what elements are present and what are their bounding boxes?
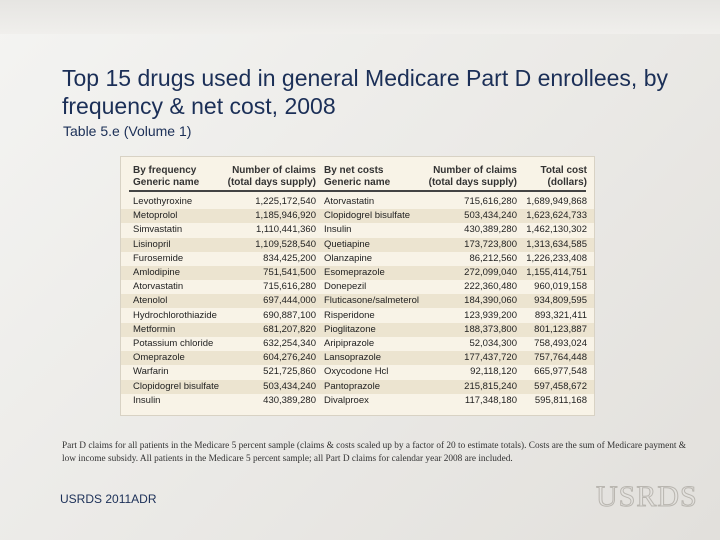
header-freq-name-line2: Generic name [133,177,200,188]
cell-freq-claims: 521,725,860 [263,366,316,378]
cell-freq-name: Atorvastatin [133,281,184,293]
cell-cost-claims: 92,118,120 [470,366,517,378]
cell-cost-name: Donepezil [324,281,367,293]
footer-source: USRDS 2011ADR [60,492,157,506]
cell-total-cost: 665,977,548 [534,366,587,378]
header-rule [129,190,586,192]
cell-cost-name: Lansoprazole [324,352,382,364]
table-row [121,238,594,252]
cell-freq-name: Potassium chloride [133,338,214,349]
cell-cost-name: Aripiprazole [324,338,375,349]
cell-freq-name: Warfarin [133,366,169,378]
cell-freq-name: Simvastatin [133,224,183,236]
cell-cost-name: Esomeprazole [324,267,385,278]
cell-cost-claims: 52,034,300 [469,338,517,349]
cell-freq-claims: 632,254,340 [263,338,316,349]
header-cost-name-line1: By net costs [324,165,384,176]
usrds-logo: USRDS [596,480,698,513]
header-total-cost-line1: Total cost [540,165,587,176]
table-row [121,223,594,237]
cell-total-cost: 1,155,414,751 [526,267,587,278]
header-freq-claims-line2: (total days supply) [227,177,316,188]
cell-total-cost: 1,226,233,408 [526,252,587,264]
cell-cost-name: Insulin [324,224,352,236]
table-row [121,365,594,379]
table-row [121,209,594,223]
cell-freq-name: Clopidogrel bisulfate [133,380,220,392]
table-header [121,157,594,191]
cell-cost-claims: 715,616,280 [464,196,517,207]
cell-freq-name: Atenolol [133,295,168,307]
table-row [121,195,594,209]
cell-freq-claims: 715,616,280 [263,281,316,293]
cell-freq-claims: 1,185,946,920 [255,210,316,222]
cell-total-cost: 595,811,168 [534,394,587,406]
cell-cost-name: Clopidogrel bisulfate [324,210,411,222]
cell-freq-name: Furosemide [133,252,184,264]
cell-cost-name: Pantoprazole [324,380,380,392]
table-row [121,351,594,365]
cell-cost-name: Atorvastatin [324,196,375,207]
cell-cost-claims: 117,348,180 [464,394,517,406]
cell-freq-name: Hydrochlorothiazide [133,309,217,321]
header-freq-claims-line1: Number of claims [232,165,316,176]
cell-cost-claims: 503,434,240 [464,210,517,222]
header-stripe [0,0,720,34]
cell-cost-name: Pioglitazone [324,323,376,335]
cell-cost-name: Olanzapine [324,252,373,264]
cell-freq-claims: 1,110,441,360 [255,224,316,236]
cell-freq-claims: 834,425,200 [263,252,316,264]
cell-total-cost: 757,764,448 [534,352,587,364]
cell-freq-claims: 503,434,240 [263,380,316,392]
cell-freq-claims: 1,109,528,540 [255,238,316,250]
cell-freq-claims: 430,389,280 [263,394,316,406]
cell-total-cost: 934,809,595 [534,295,587,307]
cell-cost-claims: 215,815,240 [464,380,517,392]
cell-freq-claims: 697,444,000 [263,295,316,307]
table-row [121,252,594,266]
cell-freq-claims: 604,276,240 [263,352,316,364]
table-row [121,337,594,351]
header-cost-claims-line2: (total days supply) [428,177,517,188]
cell-cost-name: Oxycodone Hcl [324,366,389,378]
cell-freq-name: Lisinopril [133,238,171,250]
cell-cost-claims: 86,212,560 [469,252,517,264]
cell-cost-claims: 430,389,280 [464,224,517,236]
cell-cost-claims: 173,723,800 [464,238,517,250]
cell-total-cost: 1,689,949,868 [526,196,587,207]
cell-freq-claims: 681,207,820 [263,323,316,335]
drug-table [120,156,595,416]
cell-freq-name: Levothyroxine [133,196,193,207]
table-row [121,309,594,323]
cell-total-cost: 597,458,672 [534,380,587,392]
cell-total-cost: 1,623,624,733 [526,210,587,222]
slide-subtitle: Table 5.e (Volume 1) [63,123,192,139]
header-total-cost-line2: (dollars) [547,177,587,188]
table-row [121,323,594,337]
cell-cost-claims: 222,360,480 [464,281,517,293]
cell-total-cost: 758,493,024 [534,338,587,349]
cell-freq-name: Metoprolol [133,210,178,222]
cell-total-cost: 893,321,411 [534,309,587,321]
cell-cost-name: Risperidone [324,309,375,321]
cell-freq-name: Omeprazole [133,352,185,364]
cell-freq-claims: 690,887,100 [263,309,316,321]
header-cost-claims-line1: Number of claims [433,165,517,176]
slide-title: Top 15 drugs used in general Medicare Part D enrollees, by frequency & net cost, 2008 [62,65,669,119]
header-cost-name-line2: Generic name [324,177,391,188]
table-row [121,266,594,280]
table-row [121,394,594,408]
cell-cost-name: Fluticasone/salmeterol [324,295,420,307]
table-row [121,294,594,308]
table-row [121,280,594,294]
cell-total-cost: 960,019,158 [534,281,587,293]
cell-total-cost: 1,462,130,302 [526,224,587,236]
table-caption: Part D claims for all patients in the Medicare 5 percent sample (claims & costs scaled up by a factor of 20 to estimate totals). Costs are the sum of Medicare payment & low income subsidy. All patients in the Medicare 5 percent sample; all Part D claims for calendar year 2008 are included. [62,441,686,464]
cell-cost-claims: 184,390,060 [464,295,517,307]
cell-cost-claims: 123,939,200 [464,309,517,321]
cell-cost-name: Quetiapine [324,238,370,250]
cell-freq-claims: 751,541,500 [263,267,316,278]
cell-cost-claims: 188,373,800 [464,323,517,335]
cell-freq-name: Amlodipine [133,267,180,278]
cell-cost-name: Divalproex [324,394,369,406]
cell-cost-claims: 177,437,720 [464,352,517,364]
header-freq-name-line1: By frequency [133,165,197,176]
table-row [121,380,594,394]
cell-total-cost: 1,313,634,585 [526,238,587,250]
cell-total-cost: 801,123,887 [534,323,587,335]
cell-cost-claims: 272,099,040 [464,267,517,278]
cell-freq-name: Metformin [133,323,176,335]
cell-freq-name: Insulin [133,394,161,406]
cell-freq-claims: 1,225,172,540 [255,196,316,207]
